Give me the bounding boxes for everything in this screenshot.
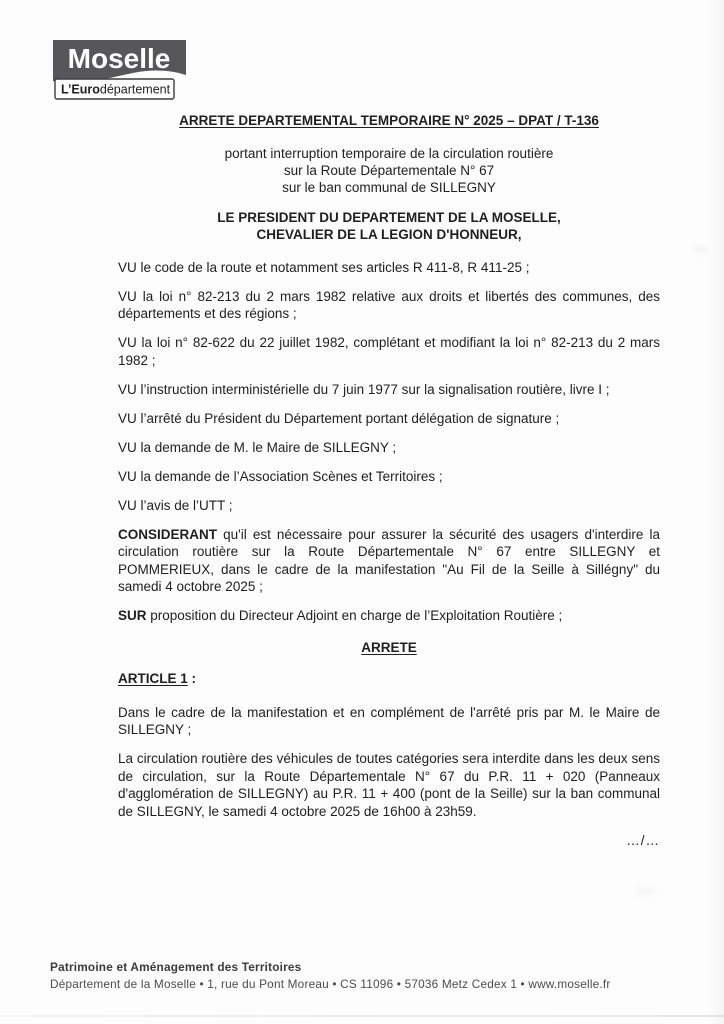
recitals xyxy=(118,259,660,625)
authority-line: LE PRESIDENT DU DEPARTEMENT DE LA MOSELLE, xyxy=(217,209,561,225)
moselle-logo xyxy=(52,38,192,106)
vu-clause: VU l’avis de l’UTT ; xyxy=(118,497,233,513)
article-1-label: ARTICLE 1 xyxy=(118,671,188,686)
issuing-authority xyxy=(118,209,660,243)
vu-clause: VU la demande de M. le Maire de SILLEGNY ; xyxy=(118,439,397,455)
vu-clause: VU la demande de l’Association Scènes et Territoires ; xyxy=(118,468,443,484)
vu-clause: VU le code de la route et notamment ses articles R 411-8, R 411-25 ; xyxy=(118,259,530,275)
document-body xyxy=(118,106,660,849)
scan-artifact-smudge xyxy=(636,888,656,895)
article-paragraph: Dans le cadre de la manifestation et en complément de l'arrêté pris par M. le Maire de SILLEGNY ; xyxy=(118,704,660,737)
footer xyxy=(50,960,610,991)
vu-clause: VU la loi n° 82-622 du 22 juillet 1982, complétant et modifiant la loi n° 82-213 du 2 mars 1982 ; xyxy=(118,335,660,368)
arrete-heading: ARRETE xyxy=(361,639,417,655)
document-title: ARRETE DEPARTEMENTAL TEMPORAIRE N° 2025 – DPAT / T-136 xyxy=(179,113,599,128)
subject-line: sur la Route Départementale N° 67 xyxy=(283,162,495,178)
sur-lead: SUR xyxy=(118,608,147,623)
vu-clause: VU l’arrêté du Président du Département portant délégation de signature ; xyxy=(118,410,560,426)
scan-artifact-right-edge xyxy=(708,0,724,1024)
authority-line: CHEVALIER DE LA LEGION D'HONNEUR, xyxy=(256,226,522,242)
scan-artifact-bottom-edge xyxy=(0,1015,724,1017)
footer-department-name: Patrimoine et Aménagement des Territoires xyxy=(50,960,302,974)
considerant-text: qu'il est nécessaire pour assurer la sécurité des usagers d'interdire la circulation routière sur la Route Départementale N° 67 entre SILLEGNY et POMMERIEUX, dans le cadre de la manifestation "Au Fil de la Seille à Sillégny" du samedi 4 octobre 2025 ; xyxy=(118,526,660,594)
article-paragraph: La circulation routière des véhicules de toutes catégories sera interdite dans les deux sens de circulation, sur la Route Départementale N° 67 du P.R. 11 + 020 (Panneaux d'agglomération de SILLEGNY) au P.R. 11 + 400 (pont de la Seille) sur la ban communal de SILLEGNY, le samedi 4 octobre 2025 de 16h00 à 23h59. xyxy=(118,751,660,819)
sur-text: proposition du Directeur Adjoint en charge de l’Exploitation Routière ; xyxy=(150,608,563,623)
logo-tagline xyxy=(61,83,171,97)
considerant-clause xyxy=(118,526,660,596)
scan-artifact-smudge xyxy=(694,246,708,254)
article-1-body xyxy=(118,704,660,821)
article-1-colon: : xyxy=(187,671,197,686)
logo-tagline-rest: département xyxy=(99,82,171,97)
vu-clause: VU la loi n° 82-213 du 2 mars 1982 relative aux droits et libertés des communes, des départements et des régions ; xyxy=(118,288,660,321)
moselle-logo-graphic xyxy=(52,38,192,106)
logo-tagline-bold: L’Euro xyxy=(61,82,100,97)
subject-line: portant interruption temporaire de la circulation routière xyxy=(224,145,554,161)
page-continuation-mark: …/… xyxy=(626,832,660,848)
subject-line: sur le ban communal de SILLEGNY xyxy=(282,179,496,195)
logo-wordmark: Moselle xyxy=(67,43,171,74)
document-subject xyxy=(118,145,660,196)
footer-address: Département de la Moselle • 1, rue du Pont Moreau • CS 11096 • 57036 Metz Cedex 1 • www.moselle.fr xyxy=(50,977,611,991)
article-1-heading xyxy=(118,670,660,688)
sur-clause xyxy=(118,607,660,625)
considerant-lead: CONSIDERANT xyxy=(118,526,218,542)
vu-clause: VU l’instruction interministérielle du 7 juin 1977 sur la signalisation routière, livre I ; xyxy=(118,381,610,397)
